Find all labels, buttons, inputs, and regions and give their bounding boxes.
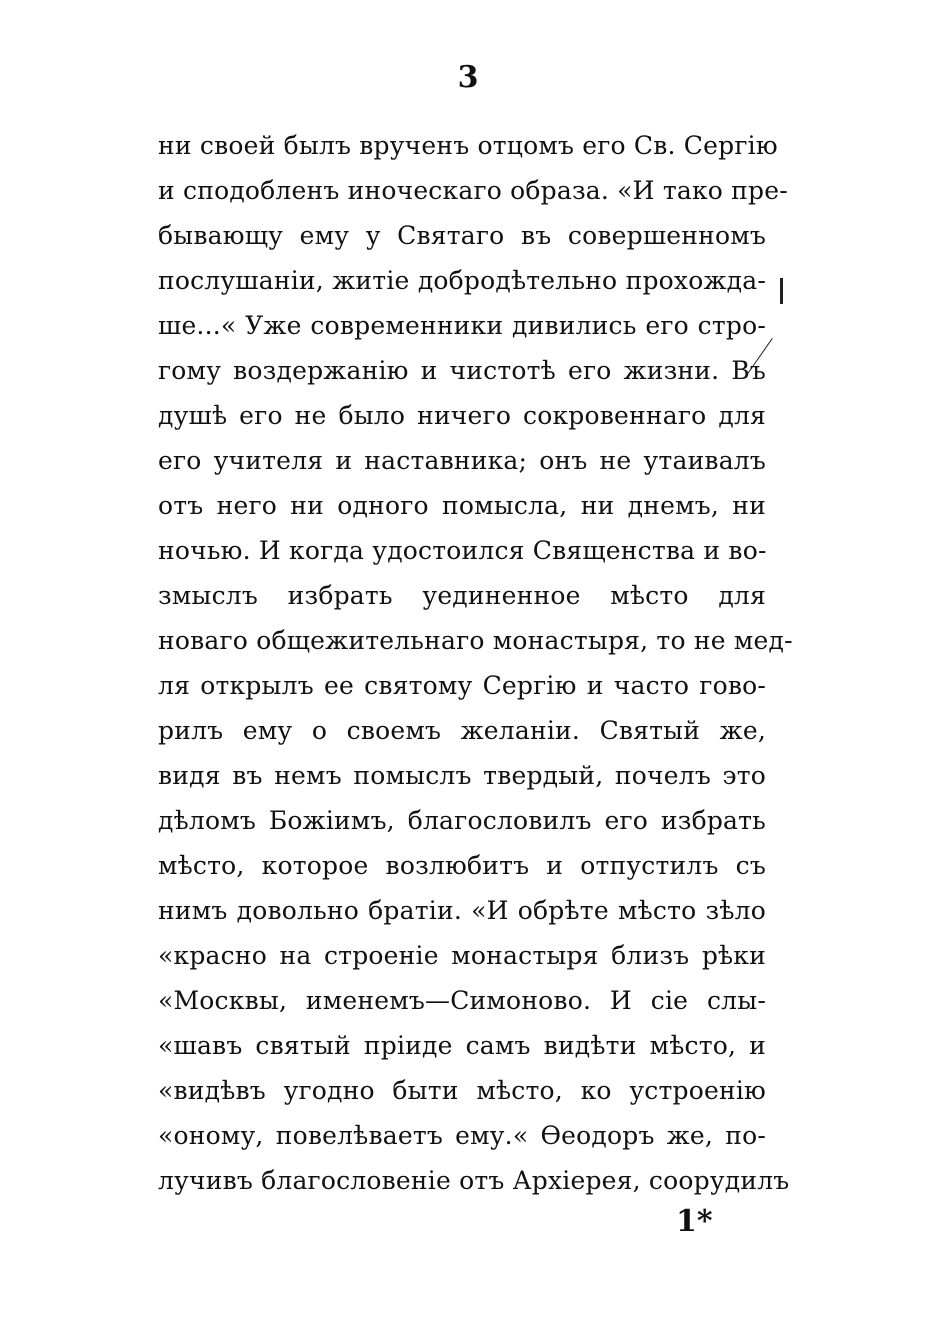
text-line: змыслъ избрать уединенное мѣсто для (158, 581, 766, 610)
text-line: новаго общежительнаго монастыря, то не мед- (158, 626, 793, 655)
text-line: нимъ довольно братіи. «И обрѣте мѣсто зѣло (158, 896, 766, 925)
text-line: «красно на строеніе монастыря близъ рѣки (158, 941, 766, 970)
signature-mark: 1* (676, 1204, 713, 1239)
text-line: гому воздержанію и чистотѣ его жизни. Въ (158, 356, 766, 385)
text-line: его учителя и наставника; онъ не утаивалъ (158, 446, 766, 475)
text-line: «видѣвъ угодно быти мѣсто, ко устроенію (158, 1076, 766, 1105)
text-line: ночью. И когда удостоился Священства и во- (158, 536, 767, 565)
text-line: душѣ его не было ничего сокровеннаго для (158, 401, 766, 430)
page-number: 3 (457, 60, 479, 95)
text-line: и сподобленъ иноческаго образа. «И тако пре- (158, 176, 788, 205)
text-line: «оному, повелѣваетъ ему.« Ѳеодоръ же, по- (158, 1121, 766, 1150)
margin-mark (780, 278, 783, 304)
text-line: лучивъ благословеніе отъ Архіерея, соорудилъ (158, 1166, 790, 1195)
text-line: ше...« Уже современники дивились его стро- (158, 311, 766, 340)
text-line: послушаніи, житіе добродѣтельно прохожда- (158, 266, 766, 295)
text-line: видя въ немъ помыслъ твердый, почелъ это (158, 761, 766, 790)
text-line: «шавъ святый пріиде самъ видѣти мѣсто, и (158, 1031, 766, 1060)
text-line: отъ него ни одного помысла, ни днемъ, ни (158, 491, 766, 520)
text-line: бывающу ему у Святаго въ совершенномъ (158, 221, 766, 250)
text-line: рилъ ему о своемъ желаніи. Святый же, (158, 716, 766, 745)
text-line: мѣсто, которое возлюбитъ и отпустилъ съ (158, 851, 766, 880)
text-line: ни своей былъ врученъ отцомъ его Св. Сергію (158, 131, 778, 160)
text-line: «Москвы, именемъ—Симоново. И сіе слы- (158, 986, 766, 1015)
body-text (158, 123, 793, 1203)
text-line: ля открылъ ее святому Сергію и часто гово- (158, 671, 766, 700)
text-line: дѣломъ Божіимъ, благословилъ его избрать (158, 806, 766, 835)
